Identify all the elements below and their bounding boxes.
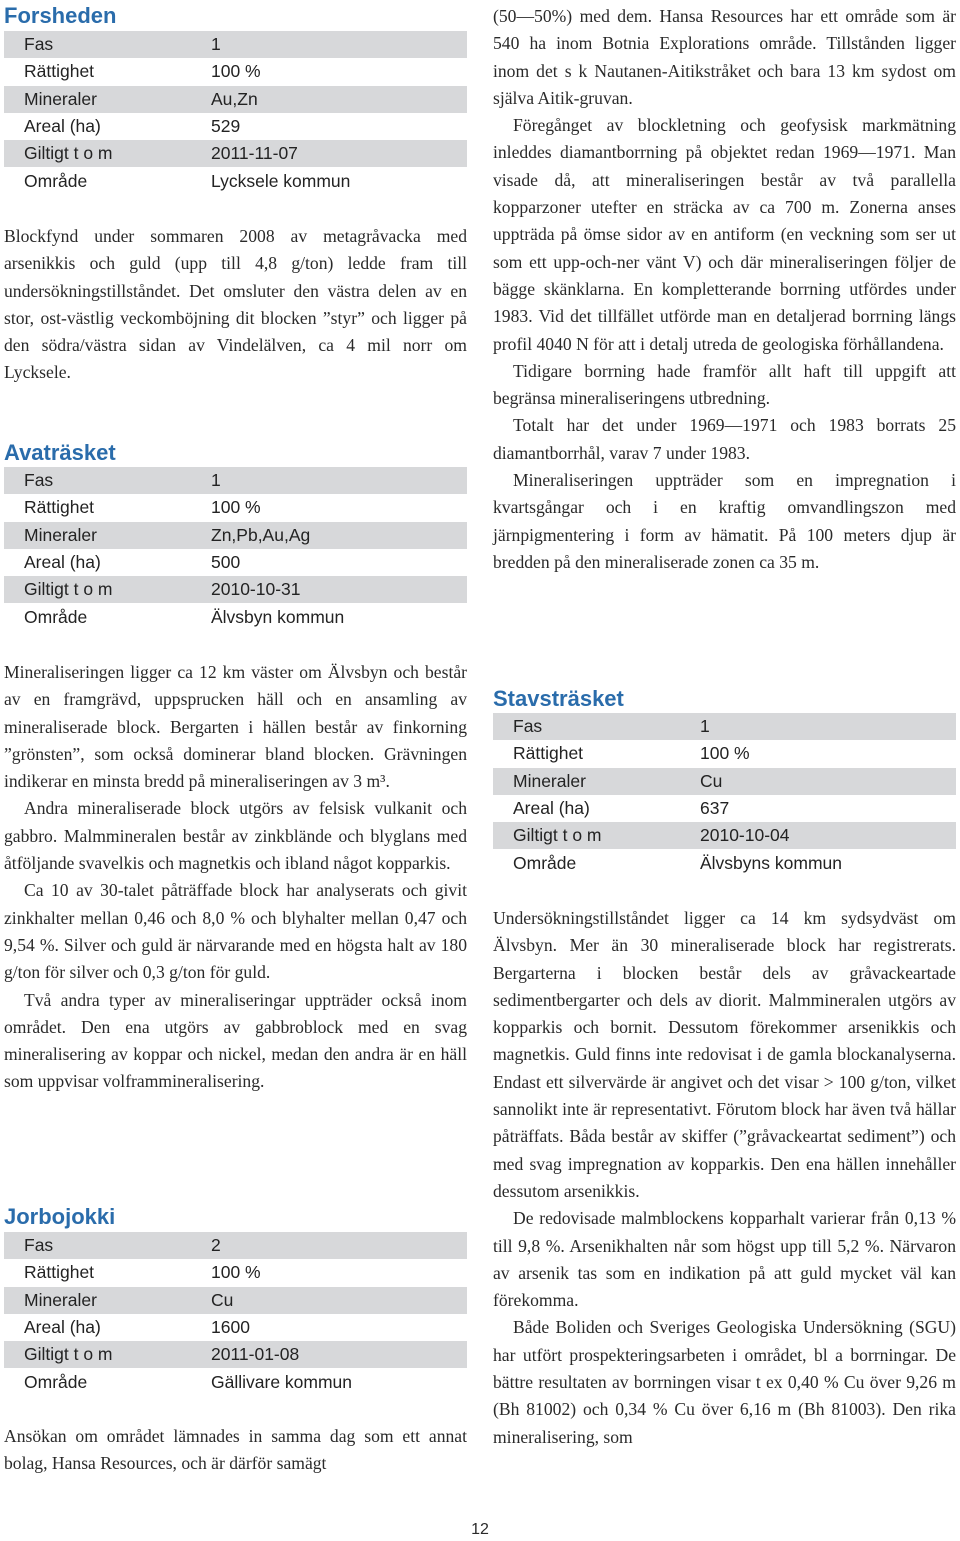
fact-value: 2 bbox=[211, 1235, 221, 1256]
paragraph: Andra mineraliserade block utgörs av felsisk vulkanit och gabbro. Malmmineralen består av zinkblände och blyglans med åtföljande svavelkis och magnetkis och ibland något kopparkis. bbox=[4, 798, 467, 874]
paragraph: Totalt har det under 1969—1971 och 1983 borrats 25 diamantborrhål, varav 7 under 1983. bbox=[493, 415, 956, 463]
body-text-forsheden bbox=[4, 223, 467, 387]
fact-value: 100 % bbox=[211, 61, 261, 82]
fact-row-giltigt bbox=[4, 1341, 467, 1368]
fact-value: Älvsbyns kommun bbox=[700, 852, 842, 873]
fact-label: Areal (ha) bbox=[24, 116, 101, 137]
fact-label: Mineraler bbox=[24, 88, 97, 109]
fact-value: Gällivare kommun bbox=[211, 1371, 353, 1392]
fact-value: Cu bbox=[211, 1289, 234, 1310]
fact-label: Rättighet bbox=[24, 61, 95, 82]
fact-row-mineraler bbox=[4, 86, 467, 113]
paragraph: Tidigare borrning hade framför allt haft till uppgift att begränsa mineraliseringens utbredning. bbox=[493, 360, 956, 409]
fact-value: Au,Zn bbox=[211, 88, 258, 109]
body-text-jorbojokki bbox=[4, 1423, 467, 1478]
fact-label: Rättighet bbox=[24, 497, 95, 518]
fact-row-rattighet bbox=[4, 1259, 467, 1286]
fact-value: 100 % bbox=[700, 743, 750, 764]
fact-value: 1 bbox=[211, 470, 221, 491]
facts-table-forsheden bbox=[4, 31, 467, 195]
fact-label: Areal (ha) bbox=[24, 552, 101, 573]
paragraph: Ca 10 av 30-talet påträffade block har analyserats och givit zinkhalter mellan 0,46 och 8,0 % och blyhalter mellan 0,47 och 9,54 %. Silver och guld är närvarande med en högsta halt av 180 g/ton för silver och 0,3 g/ton för guld. bbox=[4, 880, 467, 983]
fact-value: 1 bbox=[211, 34, 221, 55]
fact-label: Fas bbox=[24, 470, 54, 491]
fact-label: Mineraler bbox=[513, 770, 586, 791]
fact-label: Område bbox=[24, 606, 88, 627]
fact-row-areal bbox=[4, 113, 467, 140]
body-text-stavstrasket bbox=[493, 905, 956, 1451]
fact-row-rattighet bbox=[4, 494, 467, 521]
paragraph: Mineraliseringen uppträder som en impregnation i kvartsgångar och i en kraftig omvandlingszon med järnpigmentering i form av hämatit. På 100 meters djup är bredden på den mineraliserade zonen ca 35 m. bbox=[493, 470, 956, 572]
fact-label: Giltigt t o m bbox=[24, 1344, 113, 1365]
paragraph: Mineraliseringen ligger ca 12 km väster om Älvsbyn och består av en framgrävd, uppsprucken häll och en ansamling av mineraliserade block. Bergarten i hällen består av finkorning ”grönsten”, som också dominerar bland blocken. Grävningen indikerar en minsta bredd på mineraliseringen av 3 m³. bbox=[4, 662, 467, 792]
fact-value: Lycksele kommun bbox=[211, 170, 351, 191]
section-title-jorbojokki: Jorbojokki bbox=[4, 1204, 116, 1229]
fact-value: 1600 bbox=[211, 1317, 250, 1338]
fact-value: 2010-10-04 bbox=[700, 825, 790, 846]
facts-table-avatrasket bbox=[4, 467, 467, 631]
fact-row-omrade bbox=[4, 1368, 467, 1395]
fact-row-giltigt bbox=[493, 822, 956, 849]
facts-table-jorbojokki bbox=[4, 1232, 467, 1396]
fact-label: Rättighet bbox=[24, 1262, 95, 1283]
fact-value: 637 bbox=[700, 798, 730, 819]
fact-label: Mineraler bbox=[24, 524, 97, 545]
fact-value: 2011-01-08 bbox=[211, 1344, 300, 1365]
fact-label: Areal (ha) bbox=[513, 798, 590, 819]
fact-value: 2010-10-31 bbox=[211, 579, 301, 600]
fact-label: Areal (ha) bbox=[24, 1317, 101, 1338]
paragraph: De redovisade malmblockens kopparhalt varierar från 0,13 % till 9,8 %. Arsenikhalten når som högst upp till 5,2 %. Närvaron av arsenik tas som en indikation på att guld mycket väl kan förekomma. bbox=[493, 1208, 956, 1311]
fact-value: Älvsbyn kommun bbox=[211, 606, 345, 627]
fact-row-fas bbox=[4, 1232, 467, 1259]
paragraph: (50—50%) med dem. Hansa Resources har ett område som är 540 ha inom Botnia Explorations område. Tillstånden ligger inom det s k Nautanen-Aitikstråket och bara 13 km sydost om själva Aitik-gruvan. bbox=[493, 6, 956, 108]
body-text-avatrasket bbox=[4, 659, 467, 1096]
body-text-jorbojokki-continued bbox=[493, 3, 956, 576]
fact-row-giltigt bbox=[4, 140, 467, 167]
section-title-forsheden: Forsheden bbox=[4, 3, 117, 28]
paragraph: Undersökningstillståndet ligger ca 14 km sydsydväst om Älvsbyn. Mer än 30 mineraliserade block har registrerats. Bergarterna i blocken består dels av gråvackeartade sedimentbergarter och dels av diorit. Malmmineralen utgörs av kopparkis och bornit. Dessutom förekommer arsenikkis och magnetkis. Guld finns inte redovisat i de gamla blockanalyserna. Endast ett silvervärde är angivet och det visar > 100 g/ton, vilket sannolikt inte är representativt. Förutom block har även två hällar påträffats. Båda består av skiffer (”gråvackeartat sediment”) och med svag impregnation av kopparkis. Den ena hällen innehåller dessutom arsenikkis. bbox=[493, 908, 956, 1201]
fact-label: Giltigt t o m bbox=[513, 825, 602, 846]
fact-label: Fas bbox=[24, 34, 54, 55]
fact-value: Cu bbox=[700, 770, 723, 791]
fact-row-omrade bbox=[4, 167, 467, 194]
section-title-stavstrasket: Stavsträsket bbox=[493, 686, 624, 711]
fact-label: Område bbox=[513, 852, 577, 873]
fact-value: 2011-11-07 bbox=[211, 143, 298, 164]
fact-value: 100 % bbox=[211, 1262, 261, 1283]
fact-row-areal bbox=[4, 1314, 467, 1341]
fact-row-mineraler bbox=[4, 1287, 467, 1314]
paragraph: Ansökan om området lämnades in samma dag som ett annat bolag, Hansa Resources, och är därför samägt bbox=[4, 1426, 467, 1474]
section-title-avatrasket: Avaträsket bbox=[4, 440, 116, 465]
fact-value: Zn,Pb,Au,Ag bbox=[211, 524, 311, 545]
fact-row-areal bbox=[493, 795, 956, 822]
fact-label: Område bbox=[24, 1371, 88, 1392]
fact-row-omrade bbox=[4, 603, 467, 630]
paragraph: Två andra typer av mineraliseringar uppträder också inom området. Den ena utgörs av gabbroblock med en svag mineralisering av koppar och nickel, medan den andra är en häll som uppvisar volframmineralisering. bbox=[4, 989, 467, 1092]
fact-value: 500 bbox=[211, 552, 241, 573]
fact-value: 529 bbox=[211, 116, 241, 137]
fact-label: Giltigt t o m bbox=[24, 143, 113, 164]
paragraph: Blockfynd under sommaren 2008 av metagråvacka med arsenikkis och guld (upp till 4,8 g/ton) ledde fram till undersökningstillståndet. Det omsluter den västra delen av en stor, ost-västlig veckomböjning dit blocken ”styr” och ligger på den södra/västra sidan av Vindelälven, ca 4 mil norr om Lycksele. bbox=[4, 226, 467, 383]
fact-label: Rättighet bbox=[513, 743, 584, 764]
fact-row-areal bbox=[4, 549, 467, 576]
fact-value: 1 bbox=[700, 716, 710, 737]
fact-label: Område bbox=[24, 170, 88, 191]
fact-value: 100 % bbox=[211, 497, 261, 518]
fact-row-omrade bbox=[493, 849, 956, 876]
fact-row-mineraler bbox=[4, 522, 467, 549]
page-number: 12 bbox=[471, 1521, 489, 1538]
paragraph: Både Boliden och Sveriges Geologiska Undersökning (SGU) har utfört prospekteringsarbeten i området, bl a borrningar. De bättre resultaten av borrningen visar t ex 0,40 % Cu över 9,26 m (Bh 81002) och 0,34 % Cu över 6,16 m (Bh 81003). Den rika mineralisering, som bbox=[493, 1317, 956, 1447]
paragraph: Föregånget av blockletning och geofysisk markmätning inleddes diamantborrning på objektet redan 1969—1971. Man visade då, att mineraliseringen består av två parallella kopparzoner utefter en sträcka av ca 700 m. Zonerna anses uppträda på ömse sidor av en antiform (en veckning som ser ut som ett upp-och-ner vänt V) och där mineraliseringen följer de bägge skänklarna. En kompletterande borrning utfördes under 1983. Vid det tillfället utförde man en detaljerad borrning längs profil 4040 N för att i detalj utreda de geologiska förhållandena. bbox=[493, 115, 956, 354]
fact-label: Fas bbox=[513, 716, 543, 737]
fact-label: Giltigt t o m bbox=[24, 579, 113, 600]
fact-row-giltigt bbox=[4, 576, 467, 603]
fact-row-fas bbox=[4, 467, 467, 494]
fact-label: Mineraler bbox=[24, 1289, 97, 1310]
fact-row-fas bbox=[493, 713, 956, 740]
fact-row-fas bbox=[4, 31, 467, 58]
fact-row-mineraler bbox=[493, 768, 956, 795]
fact-row-rattighet bbox=[4, 58, 467, 85]
fact-label: Fas bbox=[24, 1235, 54, 1256]
facts-table-stavstrasket bbox=[493, 713, 956, 877]
fact-row-rattighet bbox=[493, 740, 956, 767]
